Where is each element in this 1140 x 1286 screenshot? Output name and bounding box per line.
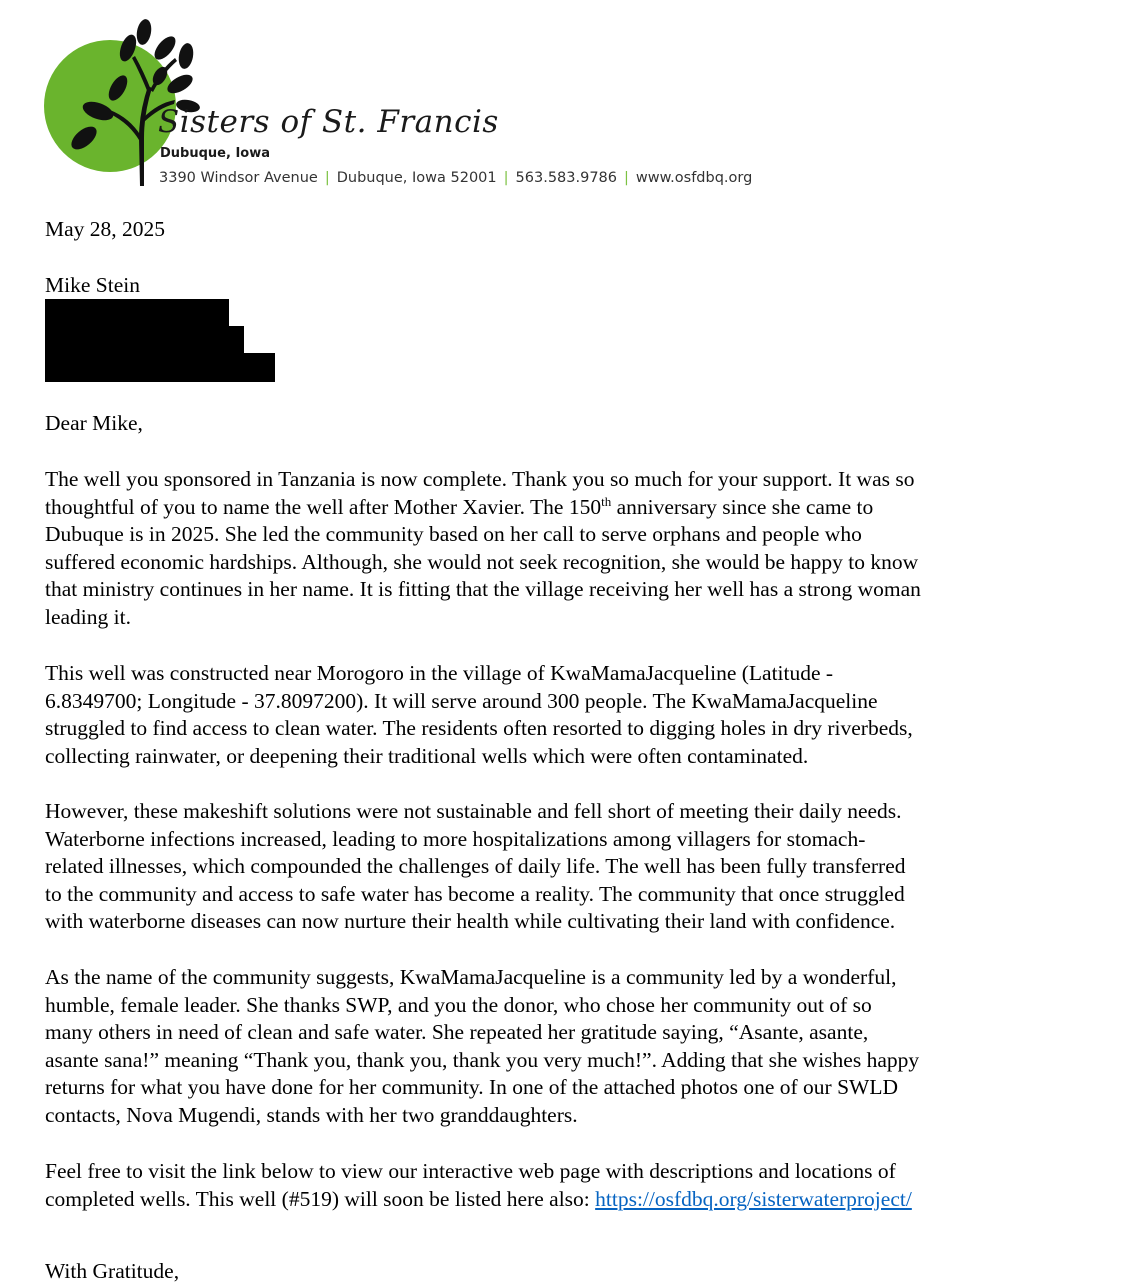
redacted-block <box>45 299 229 327</box>
text-line <box>45 1186 1045 1214</box>
text-line: This well was constructed near Morogoro in the village of KwaMamaJacqueline (Latitude - <box>45 661 834 685</box>
text-line: Dubuque is in 2025. She led the community based on her call to serve orphans and people who <box>45 522 862 547</box>
contact-address: 3390 Windsor Avenue <box>159 170 318 186</box>
superscript: th <box>601 493 612 509</box>
paragraph-2 <box>45 660 1045 770</box>
tree-logo-icon <box>40 18 200 188</box>
text-line: asante sana!” meaning “Thank you, thank you, thank you very much!”. Adding that she wishes happy <box>45 1047 920 1072</box>
text-line: related illnesses, which compounded the challenges of daily life. The well has been fully transferred <box>45 854 906 879</box>
text-line: However, these makeshift solutions were not sustainable and fell short of meeting their daily needs. <box>45 799 902 823</box>
text-line: Waterborne infections increased, leading to more hospitalizations among villagers for stomach- <box>45 826 866 851</box>
divider: | <box>624 170 629 186</box>
text-line: many others in need of clean and safe water. She repeated her gratitude saying, “Asante, asante, <box>45 1020 869 1045</box>
text-line: The well you sponsored in Tanzania is now complete. Thank you so much for your support. It was so <box>45 467 915 491</box>
text-line: collecting rainwater, or deepening their traditional wells which were often contaminated. <box>45 743 809 768</box>
divider: | <box>324 170 330 186</box>
org-location: Dubuque, Iowa <box>160 146 270 161</box>
text-line: 6.8349700; Longitude - 37.8097200). It will serve around 300 people. The KwaMamaJacqueline <box>45 688 878 713</box>
text-line <box>45 494 1045 522</box>
paragraph-5 <box>45 1158 1045 1213</box>
text-line: with waterborne diseases can now nurture their health while cultivating their land with confidence. <box>45 909 896 934</box>
redacted-block <box>45 326 244 354</box>
text-segment: anniversary since she came to <box>611 494 874 519</box>
contact-website: www.osfdbq.org <box>635 170 753 186</box>
contact-city: Dubuque, Iowa 52001 <box>336 170 497 186</box>
text-line: struggled to find access to clean water. The residents often resorted to digging holes in dry riverbeds, <box>45 716 913 741</box>
divider: | <box>503 170 509 186</box>
org-name: Sisters of St. Francis <box>158 104 499 140</box>
text-line: As the name of the community suggests, KwaMamaJacqueline is a community led by a wonderful, <box>45 965 897 989</box>
contact-phone: 563.583.9786 <box>515 170 618 186</box>
text-segment: completed wells. This well (#519) will soon be listed here also: <box>45 1186 596 1211</box>
paragraph-3 <box>45 798 1045 936</box>
text-line: humble, female leader. She thanks SWP, and you the donor, who chose her community out of so <box>45 992 872 1017</box>
redacted-block <box>45 353 275 382</box>
text-segment: thoughtful of you to name the well after Mother Xavier. The 150 <box>45 494 602 519</box>
salutation: Dear Mike, <box>45 411 143 435</box>
text-line: that ministry continues in her name. It is fitting that the village receiving her well has a strong woman <box>45 577 921 602</box>
recipient-name: Mike Stein <box>45 273 140 297</box>
closing: With Gratitude, <box>45 1259 180 1283</box>
text-line: contacts, Nova Mugendi, stands with her two granddaughters. <box>45 1102 578 1127</box>
text-line: returns for what you have done for her community. In one of the attached photos one of our SWLD <box>45 1075 898 1100</box>
paragraph-4 <box>45 964 1045 1130</box>
text-line: to the community and access to safe water has become a reality. The community that once struggled <box>45 881 905 906</box>
paragraph-1 <box>45 466 1045 632</box>
text-line: leading it. <box>45 604 131 629</box>
letter-date: May 28, 2025 <box>45 217 166 241</box>
sister-water-project-link[interactable]: https://osfdbq.org/sisterwaterproject/ <box>595 1186 912 1211</box>
text-line: suffered economic hardships. Although, she would not seek recognition, she would be happy to know <box>45 549 919 574</box>
text-line: Feel free to visit the link below to view our interactive web page with descriptions and locations of <box>45 1159 896 1183</box>
contact-line <box>159 170 752 186</box>
